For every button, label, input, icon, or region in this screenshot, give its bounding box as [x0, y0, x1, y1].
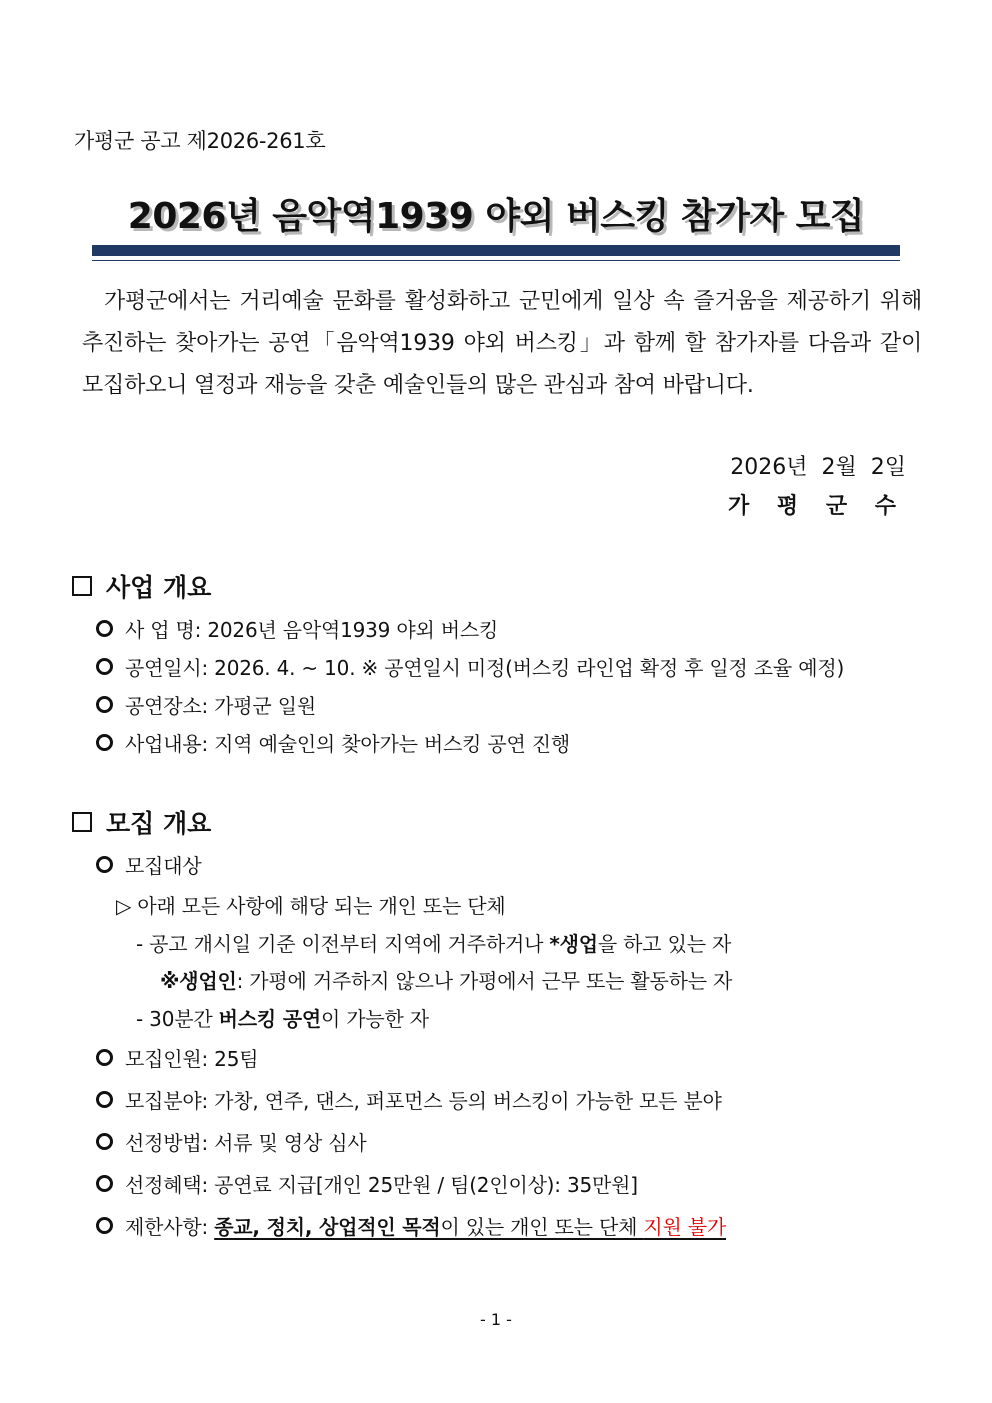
condition-emphasis: 버스킹 공연: [218, 1007, 321, 1031]
list-item: [96, 690, 316, 719]
condition-emphasis: *생업: [549, 932, 598, 956]
notice-number: 가평군 공고 제2026-261호: [74, 129, 326, 153]
condition-residence: [136, 928, 731, 957]
section-heading-recruitment-overview: [72, 804, 211, 840]
circle-bullet-icon: [96, 1217, 113, 1234]
target-description: ▷ 아래 모든 사항에 해당 되는 개인 또는 단체: [116, 894, 506, 918]
condition-text: 이 가능한 자: [321, 1007, 429, 1031]
square-bullet-icon: [72, 576, 92, 596]
list-item-text: 선정방법: 서류 및 영상 심사: [125, 1131, 367, 1155]
restriction-text: 이 있는 개인 또는 단체: [440, 1215, 644, 1239]
list-item: [96, 652, 844, 681]
restriction-underlined: [214, 1211, 726, 1240]
circle-bullet-icon: [96, 1175, 113, 1192]
circle-bullet-icon: [96, 1133, 113, 1150]
list-item-text: 선정혜택: 공연료 지급[개인 25만원 / 팀(2인이상): 35만원]: [125, 1173, 638, 1197]
livelihood-note: [160, 965, 732, 994]
condition-text: 을 하고 있는 자: [597, 932, 732, 956]
page-number: - 1 -: [480, 1310, 512, 1329]
list-item-text: 모집대상: [125, 854, 202, 878]
note-text: : 가평에 거주하지 않으나 가평에서 근무 또는 활동하는 자: [236, 969, 733, 993]
list-item-text: 사업내용: 지역 예술인의 찾아가는 버스킹 공연 진행: [125, 732, 571, 756]
condition-text: - 30분간: [136, 1007, 219, 1031]
list-item: [96, 728, 570, 757]
restriction-label: 제한사항:: [125, 1215, 215, 1239]
title-underline-thin: [92, 260, 900, 261]
restriction-emphasis: 종교, 정치, 상업적인 목적: [214, 1215, 441, 1239]
section-heading-business-overview: [72, 568, 211, 604]
circle-bullet-icon: [96, 734, 113, 751]
page-title: 2026년 음악역1939 야외 버스킹 참가자 모집: [127, 196, 865, 237]
condition-busking: [136, 1003, 429, 1032]
list-item: [96, 1169, 638, 1198]
circle-bullet-icon: [96, 856, 113, 873]
circle-bullet-icon: [96, 620, 113, 637]
list-item: [96, 1043, 258, 1072]
note-label: ※생업인: [160, 969, 237, 993]
section-heading-label: 사업 개요: [106, 573, 212, 602]
list-item-restriction: [96, 1211, 726, 1240]
list-item-target: [96, 850, 201, 879]
list-item-text: 공연장소: 가평군 일원: [125, 694, 316, 718]
circle-bullet-icon: [96, 1049, 113, 1066]
list-item-text: 모집인원: 25팀: [125, 1047, 259, 1071]
condition-text: - 공고 개시일 기준 이전부터 지역에 거주하거나: [136, 932, 550, 956]
list-item-text: 공연일시: 2026. 4. ~ 10. ※ 공연일시 미정(버스킹 라인업 확정 후 일정 조율 예정): [125, 656, 845, 680]
list-item: [96, 1127, 367, 1156]
list-item-text: 사 업 명: 2026년 음악역1939 야외 버스킹: [125, 618, 499, 642]
section-heading-label: 모집 개요: [106, 809, 212, 838]
circle-bullet-icon: [96, 658, 113, 675]
intro-paragraph: 가평군에서는 거리예술 문화를 활성화하고 군민에게 일상 속 즐거움을 제공하기 위해 추진하는 찾아가는 공연「음악역1939 야외 버스킹」과 함께 할 참가자를 다음과 같이 모집하오니 열정과 재능을 갖춘 예술인들의 많은 관심과 참여 바랍니다.: [82, 289, 922, 398]
square-bullet-icon: [72, 812, 92, 832]
signer: 가 평 군 수: [728, 494, 906, 519]
title-underline-thick: [92, 245, 900, 256]
circle-bullet-icon: [96, 1091, 113, 1108]
list-item-text: 모집분야: 가창, 연주, 댄스, 퍼포먼스 등의 버스킹이 가능한 모든 분야: [125, 1089, 722, 1113]
circle-bullet-icon: [96, 696, 113, 713]
restriction-warning: 지원 불가: [643, 1215, 726, 1239]
list-item: [96, 614, 498, 643]
list-item: [96, 1085, 722, 1114]
notice-date: 2026년 2월 2일: [730, 455, 906, 480]
